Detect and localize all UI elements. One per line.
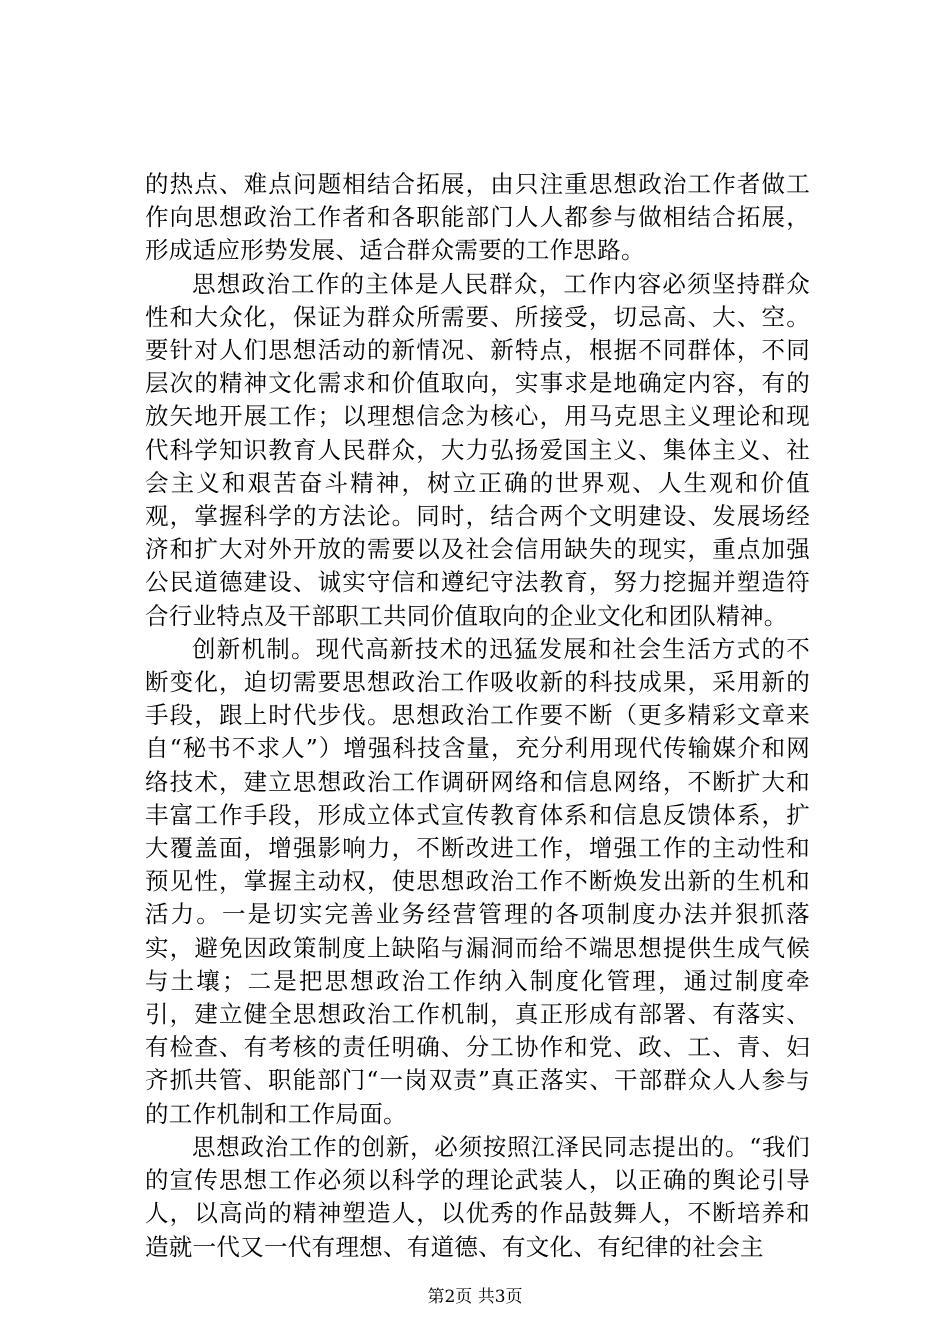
- paragraph-content-subject: 思想政治工作的主体是人民群众，工作内容必须坚持群众性和大众化，保证为群众所需要、所接受，切忌高、大、空。要针对人们思想活动的新情况、新特点，根据不同群体，不同层次的精神文化需求和价值取向，实事求是地确定内容，有的放矢地开展工作；以理想信念为核心，用马克思主义理论和现代科学知识教育人民群众，大力弘扬爱国主义、集体主义、社会主义和艰苦奋斗精神，树立正确的世界观、人生观和价值观，掌握科学的方法论。同时，结合两个文明建设、发展场经济和扩大对外开放的需要以及社会信用缺失的现实，重点加强公民道德建设、诚实守信和遵纪守法教育，努力挖掘并塑造符合行业特点及干部职工共同价值取向的企业文化和团队精神。: [145, 269, 810, 630]
- paragraph-innovation-mechanism: 创新机制。现代高新技术的迅猛发展和社会生活方式的不断变化，迫切需要思想政治工作吸收新的科技成果，采用新的手段，跟上时代步伐。思想政治工作要不断（更多精彩文章来自“秘书不求人”）增强科技含量，充分利用现代传输媒介和网络技术，建立思想政治工作调研网络和信息网络，不断扩大和丰富工作手段，形成立体式宣传教育体系和信息反馈体系，扩大覆盖面，增强影响力，不断改进工作，增强工作的主动性和预见性，掌握主动权，使思想政治工作不断焕发出新的生机和活力。一是切实完善业务经营管理的各项制度办法并狠抓落实，避免因政策制度上缺陷与漏洞而给不端思想提供生成气候与土壤；二是把思想政治工作纳入制度化管理，通过制度牵引，建立健全思想政治工作机制，真正形成有部署、有落实、有检查、有考核的责任明确、分工协作和党、政、工、青、妇齐抓共管、职能部门“一岗双责”真正落实、干部群众人人参与的工作机制和工作局面。: [145, 634, 810, 1128]
- body-text: [145, 168, 810, 1264]
- paragraph-continuation: 的热点、难点问题相结合拓展，由只注重思想政治工作者做工作向思想政治工作者和各职能部门人人都参与做相结合拓展，形成适应形势发展、适合群众需要的工作思路。: [145, 170, 810, 265]
- page-number-footer: 第2页 共3页: [427, 1287, 523, 1307]
- paragraph-innovation-guidance: 思想政治工作的创新，必须按照江泽民同志提出的。“我们的宣传思想工作必须以科学的理论武装人，以正确的舆论引导人，以高尚的精神塑造人，以优秀的作品鼓舞人，不断培养和造就一代又一代有理想、有道德、有文化、有纪律的社会主: [145, 1132, 810, 1261]
